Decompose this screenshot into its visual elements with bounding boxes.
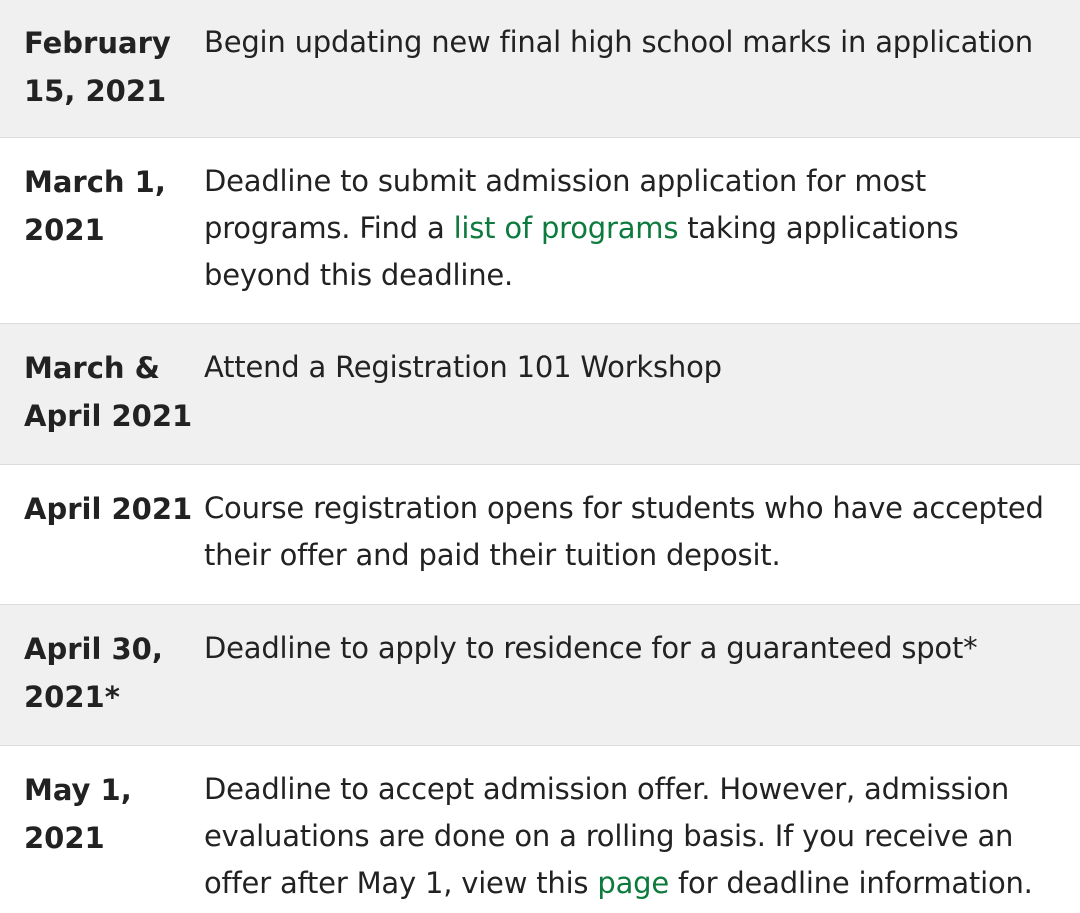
row-description-text: taking applications beyond this deadline. [204,211,959,292]
row-date: March & April 2021 [24,351,193,433]
list-of-programs-link[interactable]: list of programs [453,211,679,245]
row-date: April 2021 [24,492,193,526]
row-description: Attend a Registration 101 Workshop [204,350,722,384]
row-description-text: Deadline to submit admission application for most programs. Find a [204,164,927,245]
row-date: April 30, 2021* [24,632,163,714]
row-description [204,766,1080,913]
row-description: Deadline to apply to residence for a guaranteed spot* [204,631,978,665]
table-row [0,605,1080,746]
table-row [0,746,1080,913]
row-date: May 1, 2021 [24,773,132,855]
row-date: March 1, 2021 [24,165,166,247]
row-description-text: Deadline to accept admission offer. However, admission evaluations are done on a rolling basis. If you receive an offer after May 1, view this [204,772,1014,900]
table-row [0,465,1080,605]
deadline-info-page-link[interactable]: page [597,866,670,900]
table-row [0,138,1080,324]
table-row [0,324,1080,465]
row-description [204,158,1080,323]
row-description-text: for deadline information. [669,866,1033,900]
row-date: February 15, 2021 [24,26,171,108]
table-row [0,0,1080,138]
row-description: Course registration opens for students who have accepted their offer and paid their tuition deposit. [204,491,1044,572]
row-description: Begin updating new final high school marks in application [204,25,1033,59]
